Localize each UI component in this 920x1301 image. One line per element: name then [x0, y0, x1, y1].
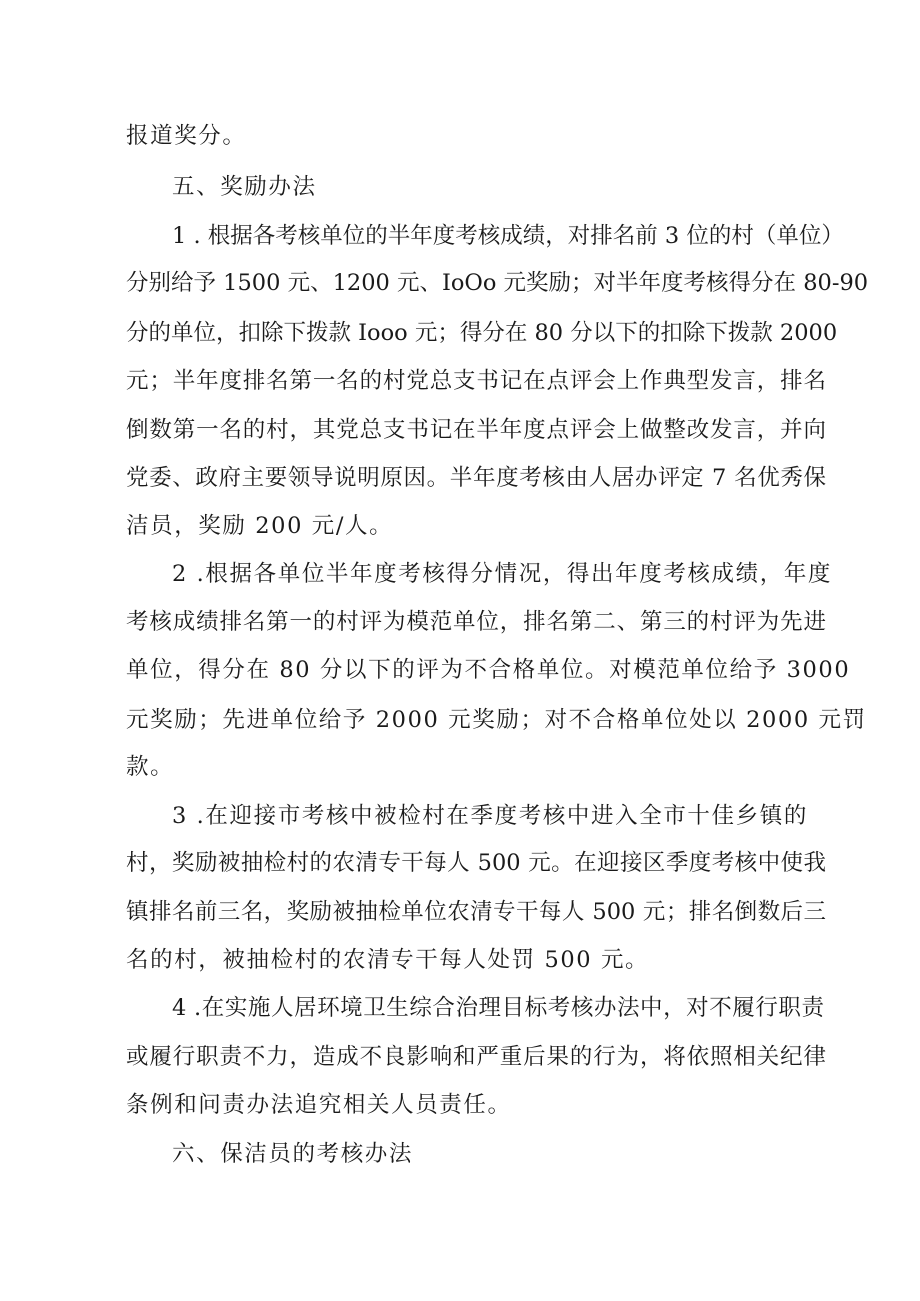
text-line: 报道奖分。	[126, 123, 247, 149]
text-line: 考核成绩排名第一的村评为模范单位，排名第二、第三的村评为先进	[126, 609, 826, 635]
text-line: 村，奖励被抽检村的农清专干每人 500 元。在迎接区季度考核中使我	[126, 850, 826, 876]
text-line: 2 .根据各单位半年度考核得分情况，得出年度考核成绩，年度	[172, 561, 833, 587]
text-line: 款。	[126, 754, 175, 780]
text-line: 倒数第一名的村，其党总支书记在半年度点评会上做整改发言，并向	[126, 417, 826, 443]
text-line: 单位，得分在 80 分以下的评为不合格单位。对模范单位给予 3000	[126, 657, 851, 683]
text-line: 条例和问责办法追究相关人员责任。	[126, 1092, 512, 1118]
text-line: 名的村，被抽检村的农清专干每人处罚 500 元。	[126, 947, 650, 973]
text-line: 分的单位，扣除下拨款 Iooo 元；得分在 80 分以下的扣除下拨款 2000	[126, 320, 838, 346]
text-line: 或履行职责不力，造成不良影响和严重后果的行为，将依照相关纪律	[126, 1044, 826, 1070]
text-line: 4 .在实施人居环境卫生综合治理目标考核办法中，对不履行职责	[172, 995, 824, 1021]
text-line: 3 .在迎接市考核中被检村在季度考核中进入全市十佳乡镇的	[172, 803, 808, 829]
section-heading: 六、保洁员的考核办法	[172, 1141, 414, 1167]
text-line: 镇排名前三名，奖励被抽检单位农清专干每人 500 元；排名倒数后三	[126, 899, 826, 925]
text-line: 分别给予 1500 元、1200 元、IoOo 元奖励；对半年度考核得分在 80-90	[126, 270, 869, 296]
text-line: 洁员，奖励 200 元/人。	[126, 513, 394, 539]
text-line: 元；半年度排名第一名的村党总支书记在点评会上作典型发言，排名	[126, 368, 826, 394]
text-line: 元奖励；先进单位给予 2000 元奖励；对不合格单位处以 2000 元罚	[126, 707, 867, 733]
section-heading: 五、奖励办法	[172, 174, 317, 200]
text-line: 1 . 根据各考核单位的半年度考核成绩，对排名前 3 位的村（单位）	[172, 223, 844, 249]
text-line: 党委、政府主要领导说明原因。半年度考核由人居办评定 7 名优秀保	[126, 465, 826, 491]
